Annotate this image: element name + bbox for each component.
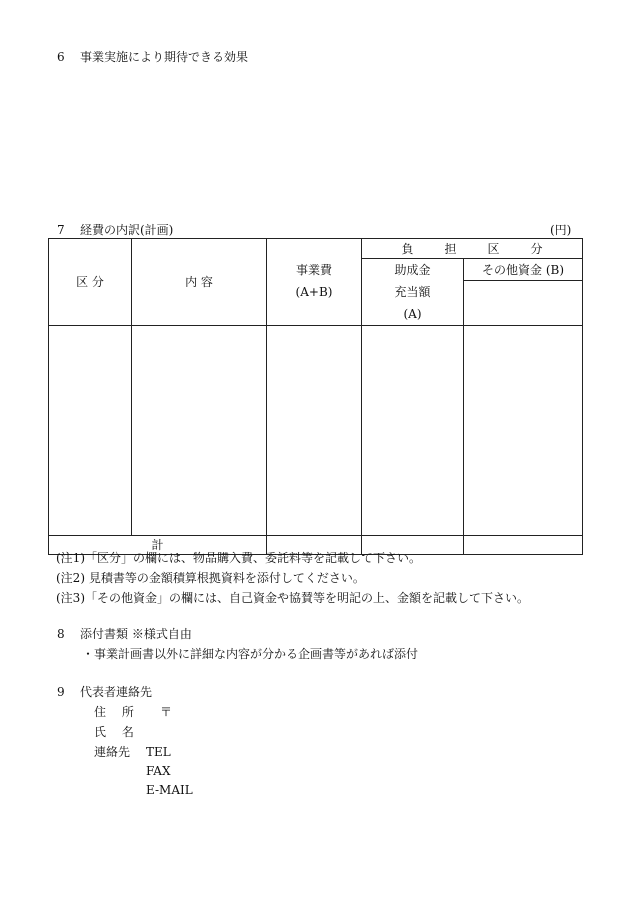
section-8-number: 8 [57,627,65,641]
tel-label: TEL [146,745,171,759]
header-cost-line2: (A+B) [295,285,333,299]
unit-label: (円) [550,223,572,237]
header-subsidy-line1: 助成金 [394,263,431,277]
body-cell-content [132,326,267,536]
section-8-title: 添付書類 ※様式自由 [80,627,192,641]
header-other-funds-label: その他資金 (B) [482,262,564,277]
section-6-number: 6 [57,50,65,64]
body-cell-subsidy [362,326,464,536]
budget-table [48,238,583,555]
contact-label: 連絡先 [94,745,131,759]
header-cost-line1: 事業費 [295,263,332,277]
header-burden-char: 区 [487,241,500,256]
note-3: (注3)「その他資金」の欄には、自己資金や協賛等を明記の上、金額を記載して下さい。 [56,591,530,605]
note-1: (注1)「区分」の欄には、物品購入費、委託料等を記載して下さい。 [56,551,422,565]
other-funds-blank [464,281,583,326]
header-burden [362,239,583,259]
total-other [464,536,583,555]
postal-mark: 〒 [160,705,173,719]
header-burden-char: 担 [444,241,457,256]
fax-label: FAX [146,764,171,778]
header-other-funds [464,259,583,281]
header-content [132,239,267,326]
section-8-item: ・事業計画書以外に詳細な内容が分かる企画書等があれば添付 [82,647,419,661]
section-7-number: 7 [57,223,65,237]
body-cell-cost [267,326,362,536]
header-subsidy [362,259,464,326]
address-label: 住 所 [94,705,140,719]
header-category-label: 区 分 [76,275,104,289]
section-6-title: 事業実施により期待できる効果 [80,50,249,64]
header-category [49,239,132,326]
header-burden-char: 分 [530,241,543,256]
header-burden-char: 負 [401,241,414,256]
note-2: (注2) 見積書等の金額積算根拠資料を添付してください。 [56,571,365,585]
section-7-title: 経費の内訳(計画) [80,223,174,237]
section-9-number: 9 [57,685,65,699]
header-cost [267,239,362,326]
header-content-label: 内 容 [185,275,213,289]
body-cell-other [464,326,583,536]
body-cell-category [49,326,132,536]
email-label: E-MAIL [146,783,193,797]
section-9-title: 代表者連絡先 [80,685,153,699]
total-label: 計 [151,538,164,552]
name-label: 氏 名 [94,725,140,739]
header-subsidy-line3: (A) [403,307,422,321]
header-subsidy-line2: 充当額 [394,285,431,299]
